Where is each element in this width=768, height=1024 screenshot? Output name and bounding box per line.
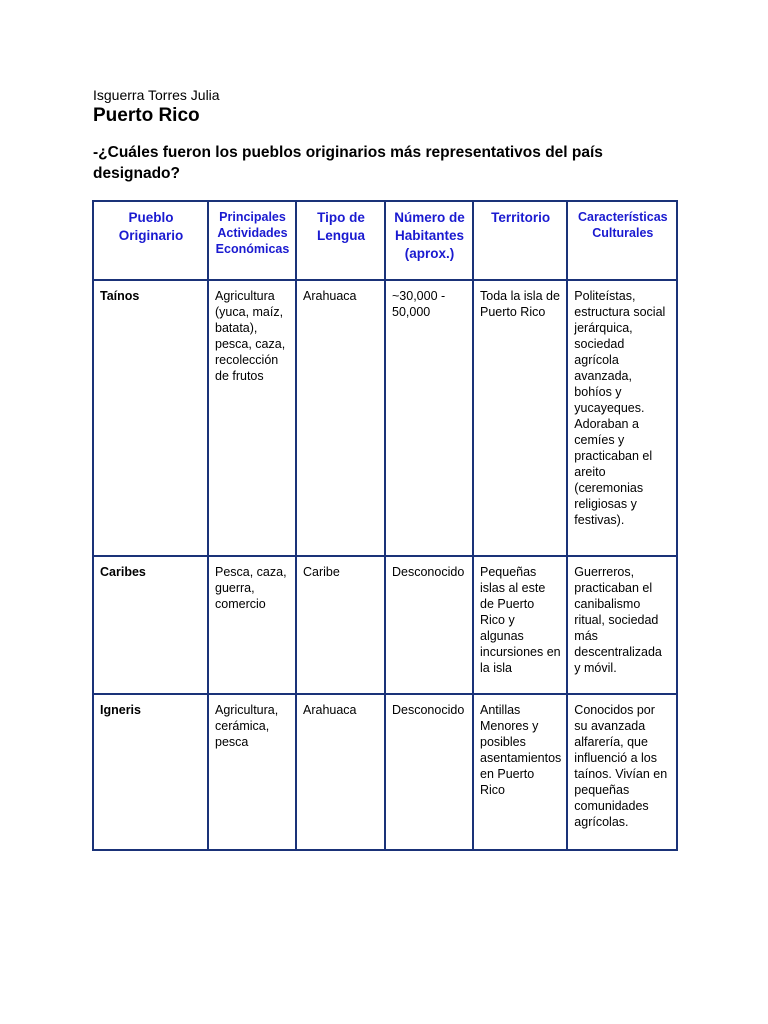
cell-caracteristicas: Conocidos por su avanzada alfarería, que influenció a los taínos. Vivían en pequeñas comunidades agrícolas. xyxy=(567,694,677,850)
cell-lengua: Arahuaca xyxy=(296,694,385,850)
cell-territorio: Pequeñas islas al este de Puerto Rico y algunas incursiones en la isla xyxy=(473,556,567,694)
header-caracteristicas: Características Culturales xyxy=(567,201,677,280)
document-title: Puerto Rico xyxy=(93,105,200,126)
cell-pueblo: Caribes xyxy=(93,556,208,694)
pueblos-table xyxy=(92,200,678,851)
table-row xyxy=(93,556,677,694)
table-header-row xyxy=(93,201,677,280)
cell-lengua: Caribe xyxy=(296,556,385,694)
table-row xyxy=(93,280,677,556)
header-actividades: Principales Actividades Económicas xyxy=(208,201,296,280)
header-habitantes: Número de Habitantes (aprox.) xyxy=(385,201,473,280)
table-row xyxy=(93,694,677,850)
header-lengua: Tipo de Lengua xyxy=(296,201,385,280)
question-heading: -¿Cuáles fueron los pueblos originarios más representativos del país designado? xyxy=(93,144,603,182)
cell-lengua: Arahuaca xyxy=(296,280,385,556)
cell-actividades: Agricultura (yuca, maíz, batata), pesca, caza, recolección de frutos xyxy=(208,280,296,556)
author-name: Isguerra Torres Julia xyxy=(93,87,220,103)
cell-pueblo: Igneris xyxy=(93,694,208,850)
cell-pueblo: Taínos xyxy=(93,280,208,556)
cell-territorio: Toda la isla de Puerto Rico xyxy=(473,280,567,556)
cell-actividades: Pesca, caza, guerra, comercio xyxy=(208,556,296,694)
cell-caracteristicas: Politeístas, estructura social jerárquica, sociedad agrícola avanzada, bohíos y yucayeques. Adoraban a cemíes y practicaban el areito (ceremonias religiosas y festivas). xyxy=(567,280,677,556)
cell-habitantes: ~30,000 - 50,000 xyxy=(385,280,473,556)
cell-habitantes: Desconocido xyxy=(385,556,473,694)
cell-territorio: Antillas Menores y posibles asentamientos en Puerto Rico xyxy=(473,694,567,850)
cell-actividades: Agricultura, cerámica, pesca xyxy=(208,694,296,850)
cell-habitantes: Desconocido xyxy=(385,694,473,850)
header-pueblo: Pueblo Originario xyxy=(93,201,208,280)
header-territorio: Territorio xyxy=(473,201,567,280)
cell-caracteristicas: Guerreros, practicaban el canibalismo ritual, sociedad más descentralizada y móvil. xyxy=(567,556,677,694)
